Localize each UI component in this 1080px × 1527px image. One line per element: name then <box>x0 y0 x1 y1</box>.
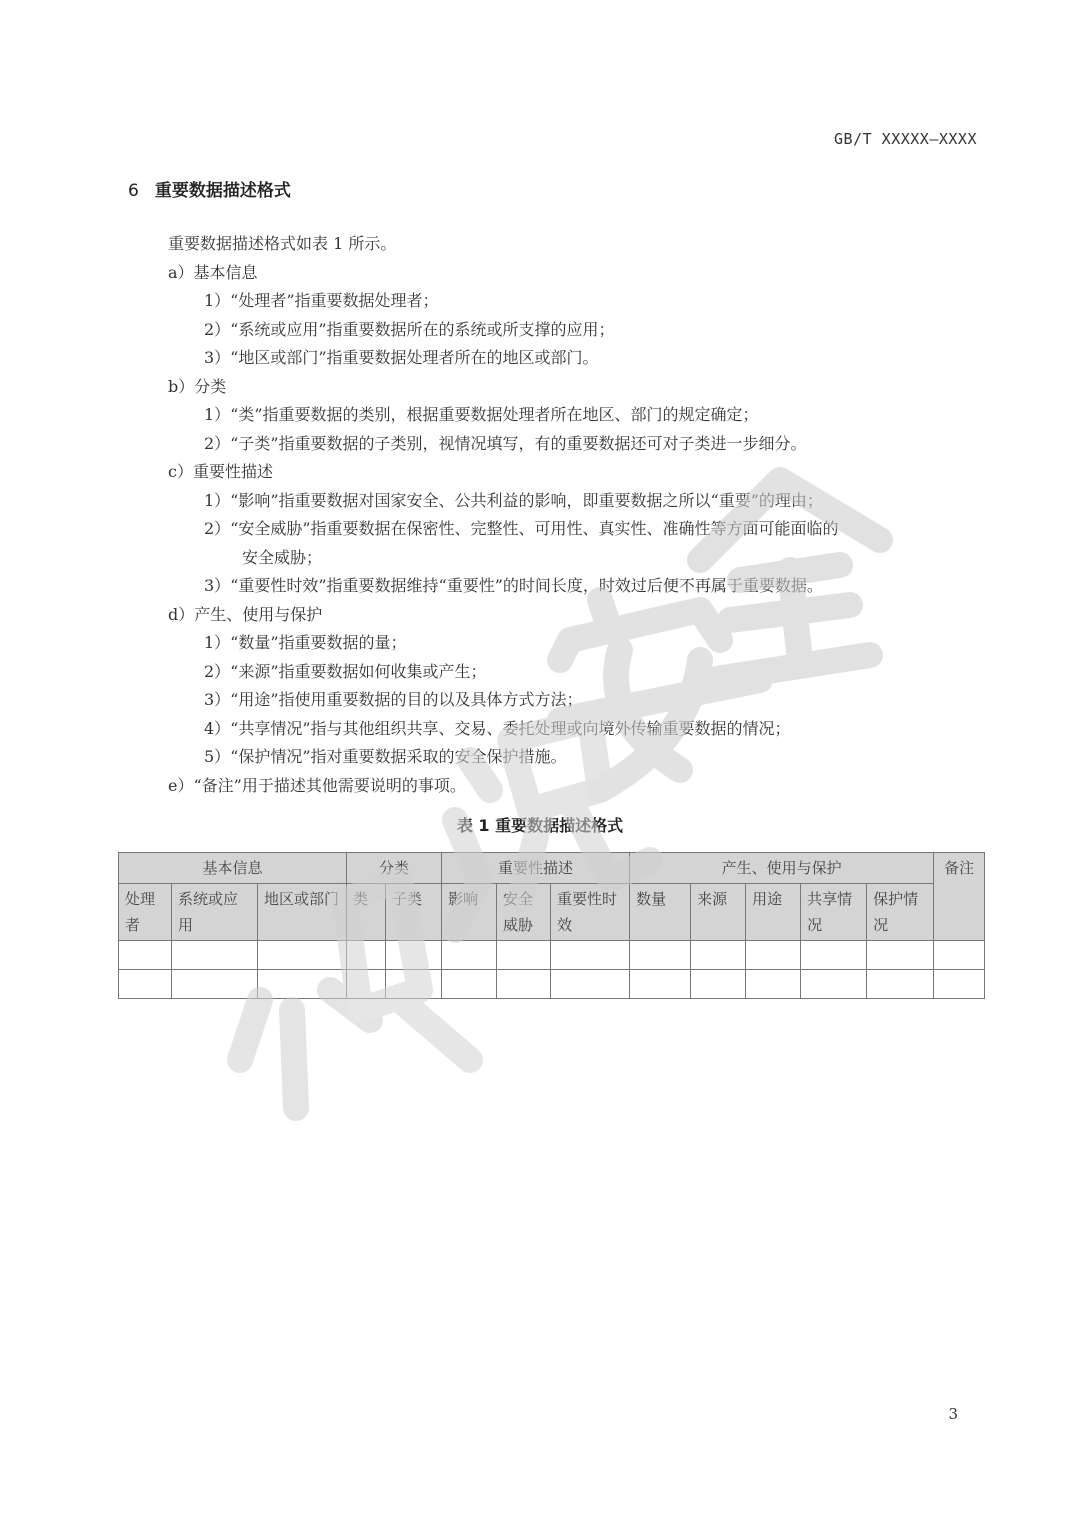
list-subitem: 5）“保护情况”指对重要数据采取的安全保护措施。 <box>204 747 567 766</box>
watermark-stroke <box>400 1000 470 1060</box>
list-subitem: 1）“处理者”指重要数据处理者； <box>204 291 439 310</box>
group-importance: 重要性描述 <box>442 853 630 884</box>
column-processor: 处理者 <box>119 884 172 941</box>
column-quantity: 数量 <box>630 884 691 941</box>
table-cell <box>551 941 630 970</box>
list-subitem: 3）“重要性时效”指重要数据维持“重要性”的时间长度，时效过后便不再属于重要数据。 <box>204 576 823 595</box>
column-subclass: 子类 <box>386 884 442 941</box>
table-cell <box>867 941 934 970</box>
column-class: 类 <box>347 884 386 941</box>
table-cell <box>172 941 258 970</box>
table-cell <box>347 970 386 999</box>
table-cell <box>801 941 867 970</box>
table-cell <box>347 941 386 970</box>
table-cell <box>497 970 551 999</box>
list-item: b）分类 <box>168 376 227 396</box>
list-item: e）“备注”用于描述其他需要说明的事项。 <box>168 775 466 795</box>
column-impact: 影响 <box>442 884 497 941</box>
table-cell <box>801 970 867 999</box>
table-cell <box>172 970 258 999</box>
table-cell <box>119 970 172 999</box>
watermark-stroke <box>240 1000 260 1060</box>
table-cell <box>746 941 801 970</box>
section-title: 重要数据描述格式 <box>154 181 291 201</box>
list-subitem: 1）“类”指重要数据的类别，根据重要数据处理者所在地区、部门的规定确定； <box>204 405 759 424</box>
group-basic-info: 基本信息 <box>119 853 347 884</box>
list-subitem: 1）“数量”指重要数据的量； <box>204 633 407 652</box>
table-cell <box>934 970 985 999</box>
list-subitem: 2）“系统或应用”指重要数据所在的系统或所支撑的应用； <box>204 319 615 339</box>
table-column-header-row <box>119 884 985 941</box>
table-cell <box>630 941 691 970</box>
list-subitem: 2）“来源”指重要数据如何收集或产生； <box>204 661 487 681</box>
column-remark: 备注 <box>934 853 985 941</box>
list-item: d）产生、使用与保护 <box>168 604 323 624</box>
document-code: GB/T XXXXX—XXXX <box>834 130 977 148</box>
paragraph-line: 重要数据描述格式如表 1 所示。 <box>168 234 397 253</box>
table-cell <box>386 970 442 999</box>
column-timeliness: 重要性时效 <box>551 884 630 941</box>
table-cell <box>442 970 497 999</box>
table-cell <box>442 941 497 970</box>
section-number: 6 <box>128 181 139 201</box>
table-row <box>119 941 985 970</box>
column-region: 地区或部门 <box>258 884 347 941</box>
list-subitem: 3）“地区或部门”指重要数据处理者所在的地区或部门。 <box>204 348 599 367</box>
table-caption: 表 1 重要数据描述格式 <box>456 816 624 835</box>
list-subitem: 4）“共享情况”指与其他组织共享、交易、委托处理或向境外传输重要数据的情况； <box>204 718 791 738</box>
list-subitem: 2）“子类”指重要数据的子类别，视情况填写，有的重要数据还可对子类进一步细分。 <box>204 433 807 453</box>
group-usage-protection: 产生、使用与保护 <box>630 853 934 884</box>
table-row <box>119 970 985 999</box>
list-item: a）基本信息 <box>168 262 258 282</box>
column-threat: 安全威胁 <box>497 884 551 941</box>
column-source: 来源 <box>691 884 746 941</box>
table-group-header-row <box>119 853 985 884</box>
table-cell <box>119 941 172 970</box>
column-sharing: 共享情况 <box>801 884 867 941</box>
body-text <box>168 230 998 800</box>
table-cell <box>258 970 347 999</box>
column-protection: 保护情况 <box>867 884 934 941</box>
group-category: 分类 <box>347 853 442 884</box>
table-cell <box>691 941 746 970</box>
description-format-table <box>118 852 985 999</box>
column-purpose: 用途 <box>746 884 801 941</box>
column-system: 系统或应用 <box>172 884 258 941</box>
list-item: c）重要性描述 <box>168 462 273 481</box>
table-cell <box>630 970 691 999</box>
table-cell <box>551 970 630 999</box>
section-heading <box>128 176 291 201</box>
table-cell <box>934 941 985 970</box>
watermark-stroke <box>292 1010 296 1108</box>
table-cell <box>386 941 442 970</box>
list-subitem: 1）“影响”指重要数据对国家安全、公共利益的影响，即重要数据之所以“重要”的理由； <box>204 490 823 510</box>
page-number: 3 <box>948 1405 958 1423</box>
list-subitem: 3）“用途”指使用重要数据的目的以及具体方式方法； <box>204 690 583 709</box>
table-cell <box>258 941 347 970</box>
table-cell <box>867 970 934 999</box>
list-subitem-continuation: 安全威胁； <box>242 547 323 567</box>
table-cell <box>746 970 801 999</box>
table-cell <box>497 941 551 970</box>
table-cell <box>691 970 746 999</box>
list-subitem: 2）“安全威胁”指重要数据在保密性、完整性、可用性、真实性、准确性等方面可能面临的 <box>204 519 839 538</box>
